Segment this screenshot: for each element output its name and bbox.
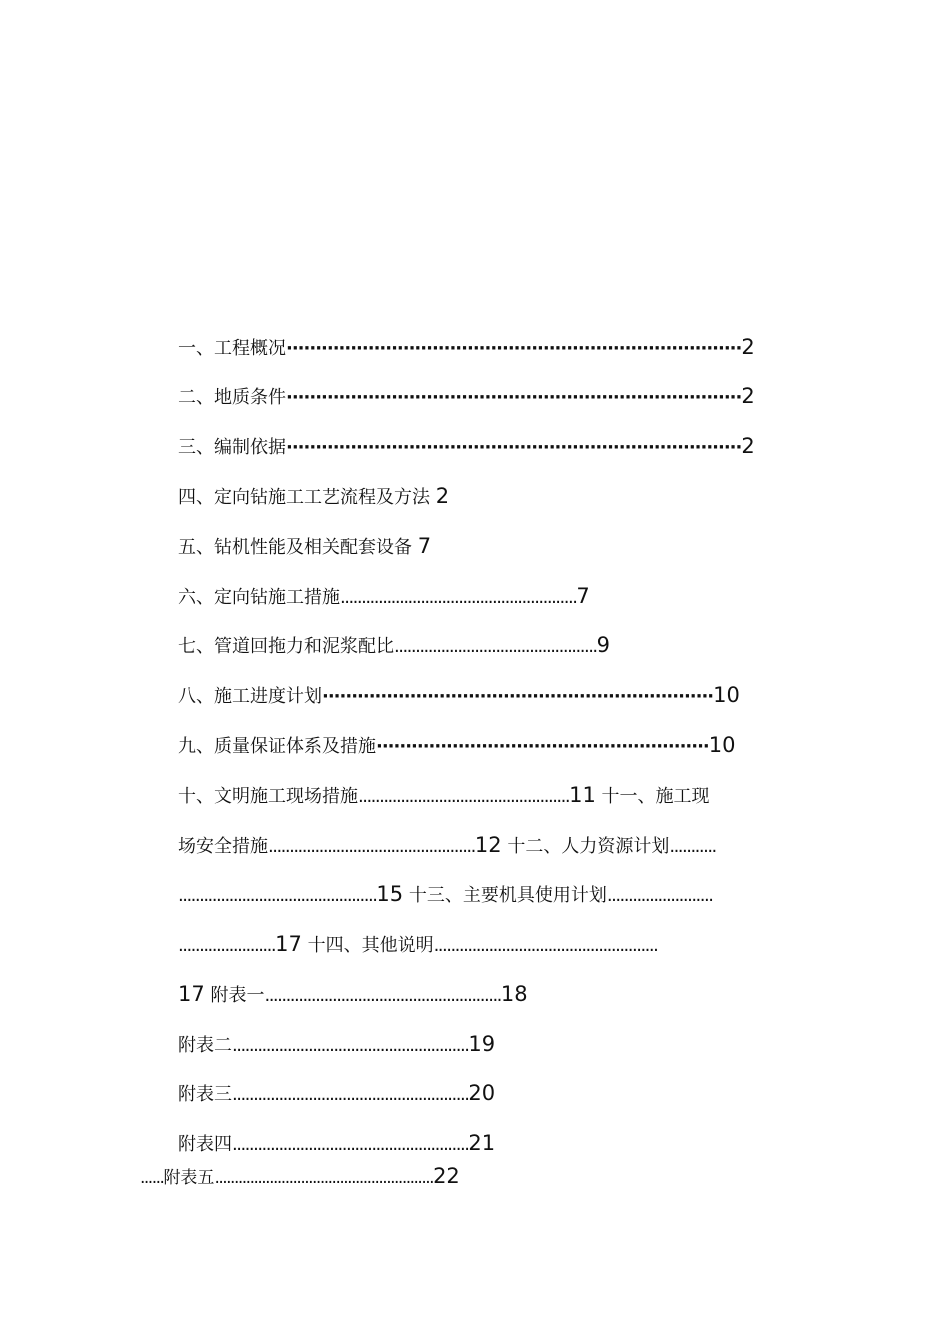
toc-appendix-2[interactable]: 附表二........................................................19 xyxy=(178,1032,496,1056)
toc-appendix-3[interactable]: 附表三........................................................20 xyxy=(178,1081,496,1105)
toc-entry-4[interactable]: 四、定向钻施工工艺流程及方法 2 xyxy=(178,484,450,508)
toc-appendix-5[interactable]: ......附表五........................................................22 xyxy=(140,1164,460,1188)
toc-wrapped-line-4[interactable]: .......................17 十四、其他说明..................................................... xyxy=(178,932,658,956)
toc-appendix-4[interactable]: 附表四........................................................21 xyxy=(178,1131,496,1155)
toc-entry-8[interactable]: 八、施工进度计划···································································10 xyxy=(178,683,740,707)
toc-wrapped-line-5[interactable]: 17 附表一........................................................18 xyxy=(178,982,528,1006)
toc-entry-7[interactable]: 七、管道回拖力和泥浆配比................................................9 xyxy=(178,633,611,657)
toc-entry-5[interactable]: 五、钻机性能及相关配套设备 7 xyxy=(178,534,432,558)
toc-wrapped-line-1[interactable]: 十、文明施工现场措施..................................................11 十一、施工现 xyxy=(178,783,710,807)
toc-entry-1[interactable]: 一、工程概况··············································································2 xyxy=(178,335,755,359)
toc-wrapped-line-2[interactable]: 场安全措施.................................................12 十二、人力资源计划........... xyxy=(178,833,716,857)
toc-wrapped-line-3[interactable]: ...............................................15 十三、主要机具使用计划......................... xyxy=(178,882,713,906)
toc-entry-6[interactable]: 六、定向钻施工措施........................................................7 xyxy=(178,584,590,608)
toc-entry-2[interactable]: 二、地质条件··············································································2 xyxy=(178,384,755,408)
toc-entry-9[interactable]: 九、质量保证体系及措施·························································10 xyxy=(178,733,736,757)
toc-entry-3[interactable]: 三、编制依据··············································································2 xyxy=(178,434,755,458)
